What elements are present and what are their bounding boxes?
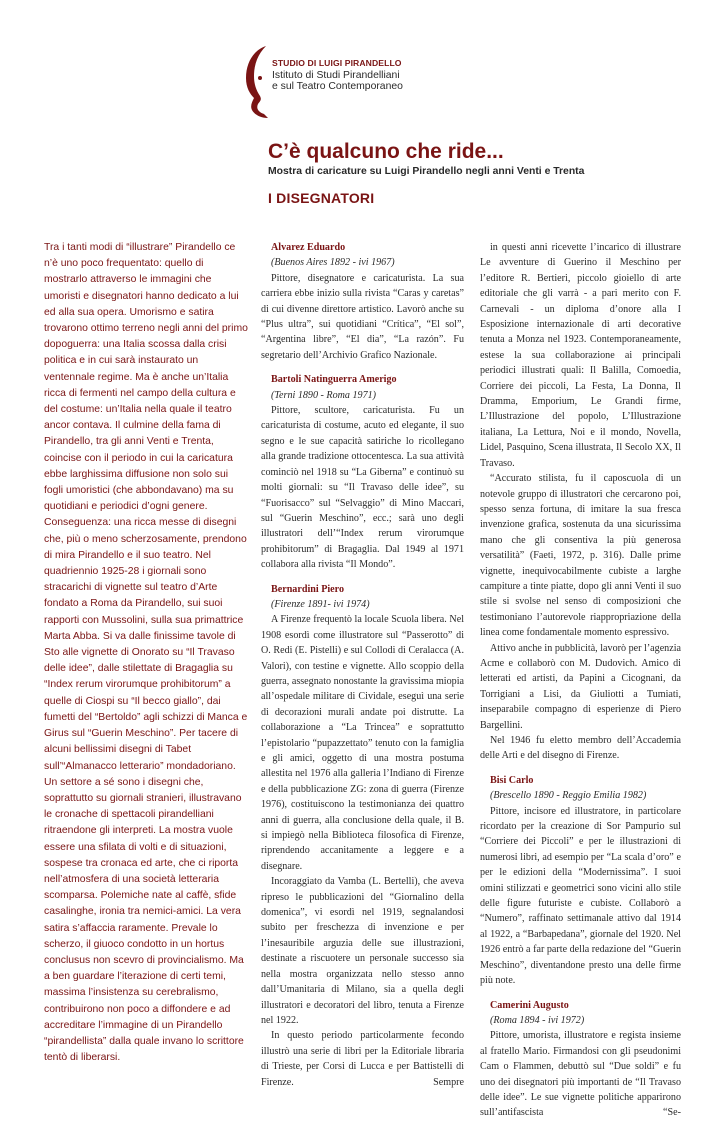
entry-name: Bartoli Natinguerra Amerigo xyxy=(271,374,397,386)
entry-bartoli xyxy=(261,372,464,572)
entry-text: Incoraggiato da Vamba (L. Bertelli), che aveva ripreso le pubblicazioni del “Giornalino della domenica”, vi esordì nel 1919, segnalandosi subito per freschezza di invenzione e per l’inesauribile arguzia delle sue illustrazioni, destinate a riscuotere un personale successo sia nella mostra organizzata nello stesso anno dall’Umanitaria di Milano, sia a quella degli illustratori e decoratori del libro, tenuta a Firenze nel 1922. xyxy=(261,876,464,1026)
entry-text: “Accurato stilista, fu il caposcuola di un notevole gruppo di illustratori che cercarono poi, spesso senza fortuna, di imitare la sua fresca invenzione grafica, sostenuta da una sicurissima mano che gli consentiva la più generosa versatilità” (Faeti, 1972, p. 316). Dalle prime vignette, inequivocabilmente cubiste a larghe campiture a tinte piatte, dopo gli anni Venti il suo stile si svolse nel senso di composizioni che testimoniano l’autorevole riappropriazione della linea come fondamentale momento espressivo. xyxy=(480,473,681,639)
entry-camerini xyxy=(480,998,681,1121)
institution-line-2: e sul Teatro Contemporaneo xyxy=(272,81,403,92)
entry-dates: (Firenze 1891- ivi 1974) xyxy=(271,598,370,610)
entry-text: Nel 1946 fu eletto membro dell’Accademia delle Arti e del disegno di Firenze. xyxy=(480,735,681,762)
entry-text: A Firenze frequentò la locale Scuola libera. Nel 1908 esordì come illustratore sul “Passerotto” di O. Redi (E. Pistelli) e sul Collodi di Ceralacca (A. Valori), con testine e vignette. Allo scoppio della guerra, assegnato nonostante la gravissima miopia all’ospedale militare di Cividale, eseguì una serie di decorazioni murali andate poi distrutte. La collaborazione a “La Trincea” e soprattutto l’epistolario “pupazzettato” tenuto con la famiglia e gli amici, oggetto di una mostra postuma allestita nel 1976 alla galleria l’Indiano di Firenze e della pubblicazione ZG: zona di guerra (Firenze 1976), costituiscono la testimonianza dei quattro anni di guerra, alla conclusione della quale, il B. si impiegò nella Biblioteca filosofica di Firenze, riprendendo accanitamente a leggere e a disegnare. xyxy=(261,614,464,872)
section-heading: I DISEGNATORI xyxy=(268,190,375,206)
entry-dates: (Brescello 1890 - Reggio Emilia 1982) xyxy=(490,790,647,802)
intro-column xyxy=(44,240,248,1066)
entry-dates: (Terni 1890 - Roma 1971) xyxy=(271,389,377,401)
entry-bisi xyxy=(480,773,681,989)
entry-text: In questo periodo particolarmente fecondo illustrò una serie di libri per la Editoriale libraria di Trieste, per Corsi di Lucca e per Battistelli di Firenze. Sempre xyxy=(261,1030,464,1088)
page-subtitle: Mostra di caricature su Luigi Pirandello negli anni Venti e Trenta xyxy=(268,166,585,177)
theatre-mask-profile-icon xyxy=(242,44,274,120)
entry-alvarez xyxy=(261,240,464,363)
entry-text: in questi anni ricevette l’incarico di illustrare Le avventure di Guerino il Meschino per l’editore R. Bertieri, piccolo gioiello di arte editoriale che gli varrà - a pari merito con F. Carnevali - un diploma d’onore alla I Esposizione internazionale di arti decorative tenuta a Monza nel 1923. Contemporaneamente, estese la sua collaborazione ai principali periodici illustrati quali: Il Balilla, Comoedia, Corriere dei piccoli, La Festa, La Donna, Il Dramma, Emporium, Le Grandi firme, L’Illustrazione del popolo, L’Illustrazione italiana, La Lettura, Noi e il mondo, Novella, Lidel, Pasquino, Scena illustrata, Il Secolo XX, Il Travaso. xyxy=(480,242,681,469)
intro-text: Tra i tanti modi di “illustrare” Pirandello ce n’è uno poco frequentato: quello di mostrarlo attraverso le immagini che umoristi e disegnatori hanno dedicato a lui ed alla sua opera. Umorismo e satira trovarono ottimo terreno negli anni del primo dopoguerra: una Italia scossa dalla crisi politica e in cui sarà instaurato un ventennale regime. Ma è anche un’Italia ricca di fermenti nel campo della cultura e del costume: un’Italia nella quale il teatro ancor contava. Il culmine della fama di Pirandello, tra gli anni Venti e Trenta, coincise con il periodo in cui la caricatura ebbe larghissima diffusione non solo sui fogli umoristici (che abbondavano) ma su quotidiani e periodici d’ogni genere. Conseguenza: una ricca messe di disegni che, più o meno scherzosamente, prendono di mira Pirandello e il suo teatro. Nel quadriennio 1925-28 i giornali sono stracarichi di vignette sul teatro d’Arte fondato a Roma da Pirandello, sui suoi rapporti con Mussolini, sulla sua primattrice Marta Abba. Si va dalle finissime tavole di Sto alle vignette di Onorato su “Il Travaso delle idee”, dalle stilettate di Bragaglia su “Index rerum virorumque prohibitorum” a quelle di Ciospi su “Il becco giallo”, dai fumetti del “Bertoldo” agli schizzi di Manca e Girus sul “Guerin Meschino”. Per tacere di alcuni bellissimi disegni di Tabet sull’“Almanacco letterario” mondadoriano. Un settore a sé sono i disegni che, soprattutto su giornali stranieri, illustravano le cronache di spettacoli pirandelliani ritraendone gli interpreti. La mostra vuole essere una sfilata di volti e di situazioni, sospese tra cronaca ed arte, che ci riporta nell’atmosfera di una società letteraria scomparsa. Polemiche nate al caffè, sfide casalinghe, ironia tra nemici-amici. La vera satira s’affaccia raramente. Prevale lo scherzo, il giuoco condotto in un hortus conclusus non scevro di provincialismo. Ma a ben guardare l’iterazione di certi temi, massima l’insistenza su cerebralismo, contribuirono non poco a diffondere e ad accreditare l’immagine di un Pirandello “pirandellista” dalla quale invano lo scrittore tentò di liberarsi. xyxy=(44,242,248,1064)
institution-line-1: Istituto di Studi Pirandelliani xyxy=(272,70,400,81)
entry-text: Pittore, scultore, caricaturista. Fu un caricaturista di costume, acuto ed elegante, il suo segno e le sue capacità satiriche lo ricollegano alla grande tradizione ottocentesca. La sua attività cominciò nel 1918 su “La Giberna” e continuò su molti giornali: su “Il Travaso delle idee”, su “Fuorisacco” sul “Selvaggio” di Mino Maccari, sul “Guerin Meschino”, ecc.; sarà uno degli illustratori dell’“Index rerum virorumque prohibitorum” di Bragaglia. Dal 1949 al 1971 collabora alla rivista “Il Mondo”. xyxy=(261,405,464,571)
entry-name: Bisi Carlo xyxy=(490,774,534,786)
entry-bernardini xyxy=(261,582,464,1090)
entry-name: Bernardini Piero xyxy=(271,583,344,595)
institution-name: STUDIO DI LUIGI PIRANDELLO xyxy=(272,58,402,68)
entries-column-2 xyxy=(480,240,681,1121)
entries-column-1 xyxy=(261,240,464,1090)
entry-text: Pittore, disegnatore e caricaturista. La sua carriera ebbe inizio sulla rivista “Caras y caretas” di cui divenne direttore artistico. Lavorò anche su “Plus ultra”, sui quotidiani “Crítica”, “El sol”, “Argentina libre”, “El dia”, “La razón”. Fu segretario dell’Archivio Grafico Nazionale. xyxy=(261,272,464,361)
entry-text: Attivo anche in pubblicità, lavorò per l’agenzia Acme e collaborò con M. Dudovich. Amico di letterati ed artisti, da Papini a Cicognani, da Torrigiani a Lisi, da Giuliotti a Tumiati, inseparabile compagno di esperienze di Piero Bargellini. xyxy=(480,642,681,731)
entry-name: Camerini Augusto xyxy=(490,999,569,1011)
entry-text: Pittore, incisore ed illustratore, in particolare ricordato per la creazione di Sor Pampurio sul “Corriere dei Piccoli” e per le illustrazioni di numerosi libri, ad esempio per “La scala d’oro” e per le edizioni della “Modernissima”. I suoi omini stilizzati e geometrici sono vicini allo stile delle figure futuriste e cubiste. Collaborò a “Numero”, raffinato settimanale attivo dal 1914 al 1922, a “Barbapedana”, giornale del 1920. Nel 1926 entrò a far parte della redazione del “Guerin Meschino”, diventandone presto una delle firme più note. xyxy=(480,805,681,987)
entry-name: Alvarez Eduardo xyxy=(271,242,346,253)
entry-dates: (Buenos Aires 1892 - ivi 1967) xyxy=(271,257,395,269)
page-title: C’è qualcuno che ride... xyxy=(268,140,504,163)
entry-dates: (Roma 1894 - ivi 1972) xyxy=(490,1014,585,1026)
entry-text: Pittore, umorista, illustratore e regista insieme al fratello Mario. Firmandosi con gli pseudonimi Cam o Flammen, debuttò sul “Due soldi” e fu uno dei disegnatori più importanti de “Il Travaso delle idee”. Le sue vignette politiche apparirono sull’antifascista “Se- xyxy=(480,1030,681,1119)
